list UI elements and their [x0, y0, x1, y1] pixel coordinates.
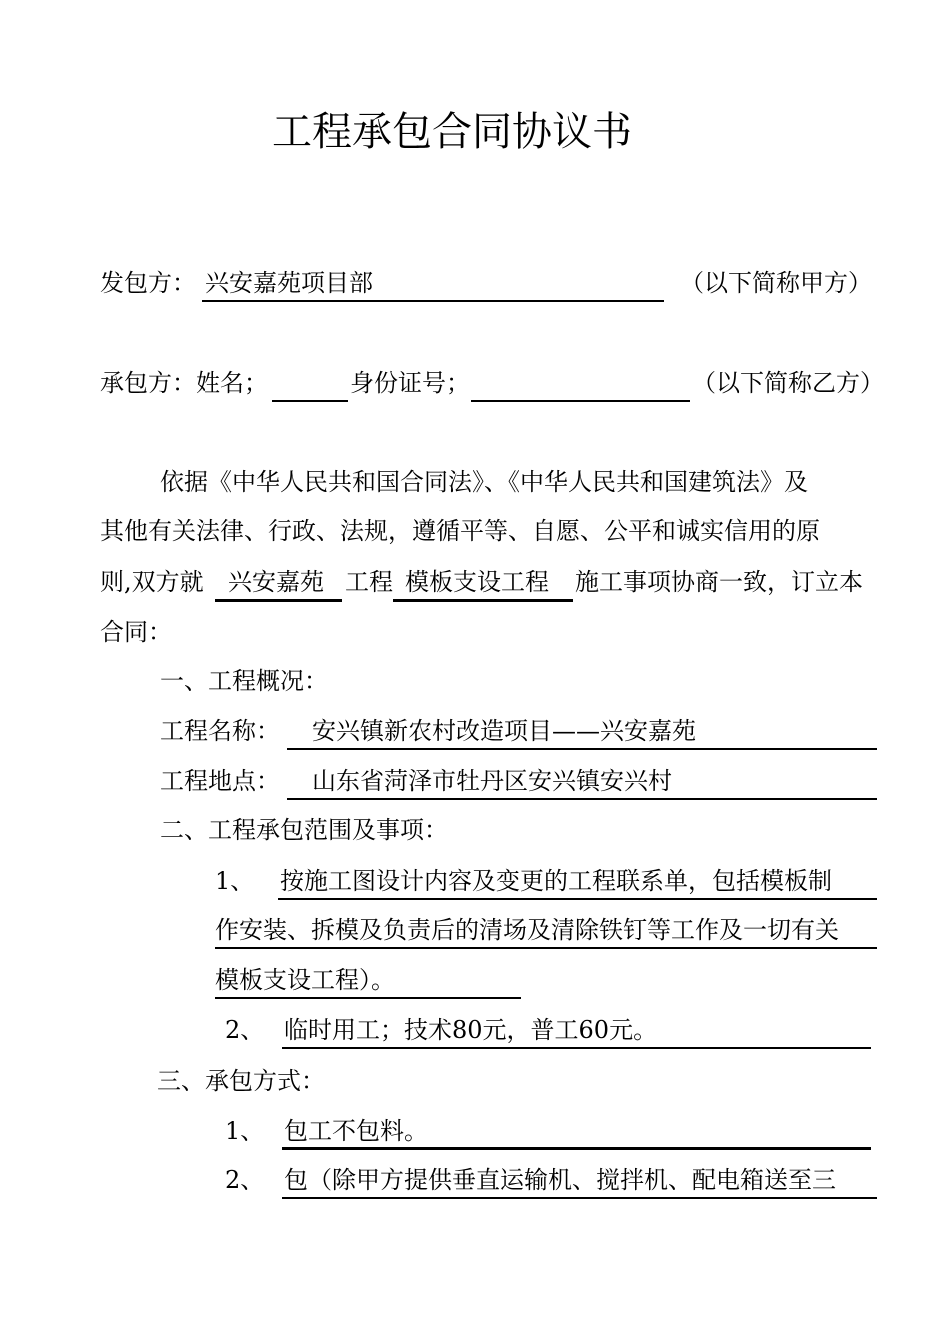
party-b-id-label: 身份证号； — [350, 369, 470, 397]
section-2-item-1-line-2: 作安装、拆模及负责后的清场及清除铁钉等工作及一切有关 — [215, 916, 839, 944]
document-title: 工程承包合同协议书 — [272, 109, 632, 155]
party-b-label: 承包方：姓名； — [100, 369, 268, 397]
project-name-value: 安兴镇新农村改造项目——兴安嘉苑 — [312, 717, 696, 745]
party-b-name-blank — [272, 400, 348, 402]
preamble-line-2: 其他有关法律、行政、法规，遵循平等、自愿、公平和诚实信用的原 — [100, 517, 820, 545]
project-name-label: 工程名称： — [160, 717, 280, 745]
party-a-value: 兴安嘉苑项目部 — [205, 269, 373, 297]
section-3-heading: 三、承包方式： — [157, 1067, 325, 1095]
preamble-line-3-prefix: 则,双方就 — [100, 568, 204, 596]
section-3-item-2-underline — [282, 1197, 877, 1199]
section-2-item-1-line-1: 按施工图设计内容及变更的工程联系单，包括模板制 — [280, 867, 832, 895]
party-a-suffix: （以下简称甲方） — [680, 269, 872, 297]
party-b-id-blank — [471, 400, 690, 402]
preamble-line-4: 合同： — [100, 618, 172, 646]
preamble-scope: 模板支设工程 — [405, 568, 549, 596]
section-3-item-1-underline — [282, 1147, 871, 1150]
project-site-value-underline — [287, 798, 877, 800]
preamble-line-3-suffix: 施工事项协商一致，订立本 — [575, 568, 863, 596]
preamble-line-1: 依据《中华人民共和国合同法》、《中华人民共和国建筑法》及 — [160, 468, 808, 496]
section-3-item-1-number: 1、 — [225, 1117, 265, 1145]
section-3-item-2-number: 2、 — [225, 1166, 265, 1194]
party-a-underline — [202, 300, 664, 302]
project-name-value-underline — [287, 748, 877, 750]
party-a-label: 发包方： — [100, 269, 196, 297]
section-2-item-2-underline — [282, 1047, 871, 1049]
section-1-heading: 一、工程概况： — [160, 667, 328, 695]
preamble-project-name: 兴安嘉苑 — [228, 568, 324, 596]
section-2-item-1-underline-1 — [278, 898, 877, 900]
party-b-suffix: （以下简称乙方） — [692, 369, 884, 397]
project-name-underline — [215, 599, 342, 602]
preamble-word-project: 工程 — [345, 568, 393, 596]
section-3-item-2-text: 包（除甲方提供垂直运输机、搅拌机、配电箱送至三 — [284, 1166, 836, 1194]
section-2-item-1-underline-2 — [215, 947, 877, 949]
scope-underline — [393, 599, 573, 602]
section-2-item-1-number: 1、 — [215, 867, 255, 895]
section-2-heading: 二、工程承包范围及事项： — [160, 816, 448, 844]
section-2-item-1-line-3: 模板支设工程）。 — [215, 966, 395, 994]
section-2-item-2-text: 临时用工；技术80元，普工60元。 — [284, 1016, 658, 1044]
project-site-value: 山东省菏泽市牡丹区安兴镇安兴村 — [312, 767, 672, 795]
section-2-item-2-number: 2、 — [225, 1016, 265, 1044]
project-site-label: 工程地点： — [160, 767, 280, 795]
section-3-item-1-text: 包工不包料。 — [284, 1117, 428, 1145]
section-2-item-1-underline-3 — [215, 997, 521, 999]
